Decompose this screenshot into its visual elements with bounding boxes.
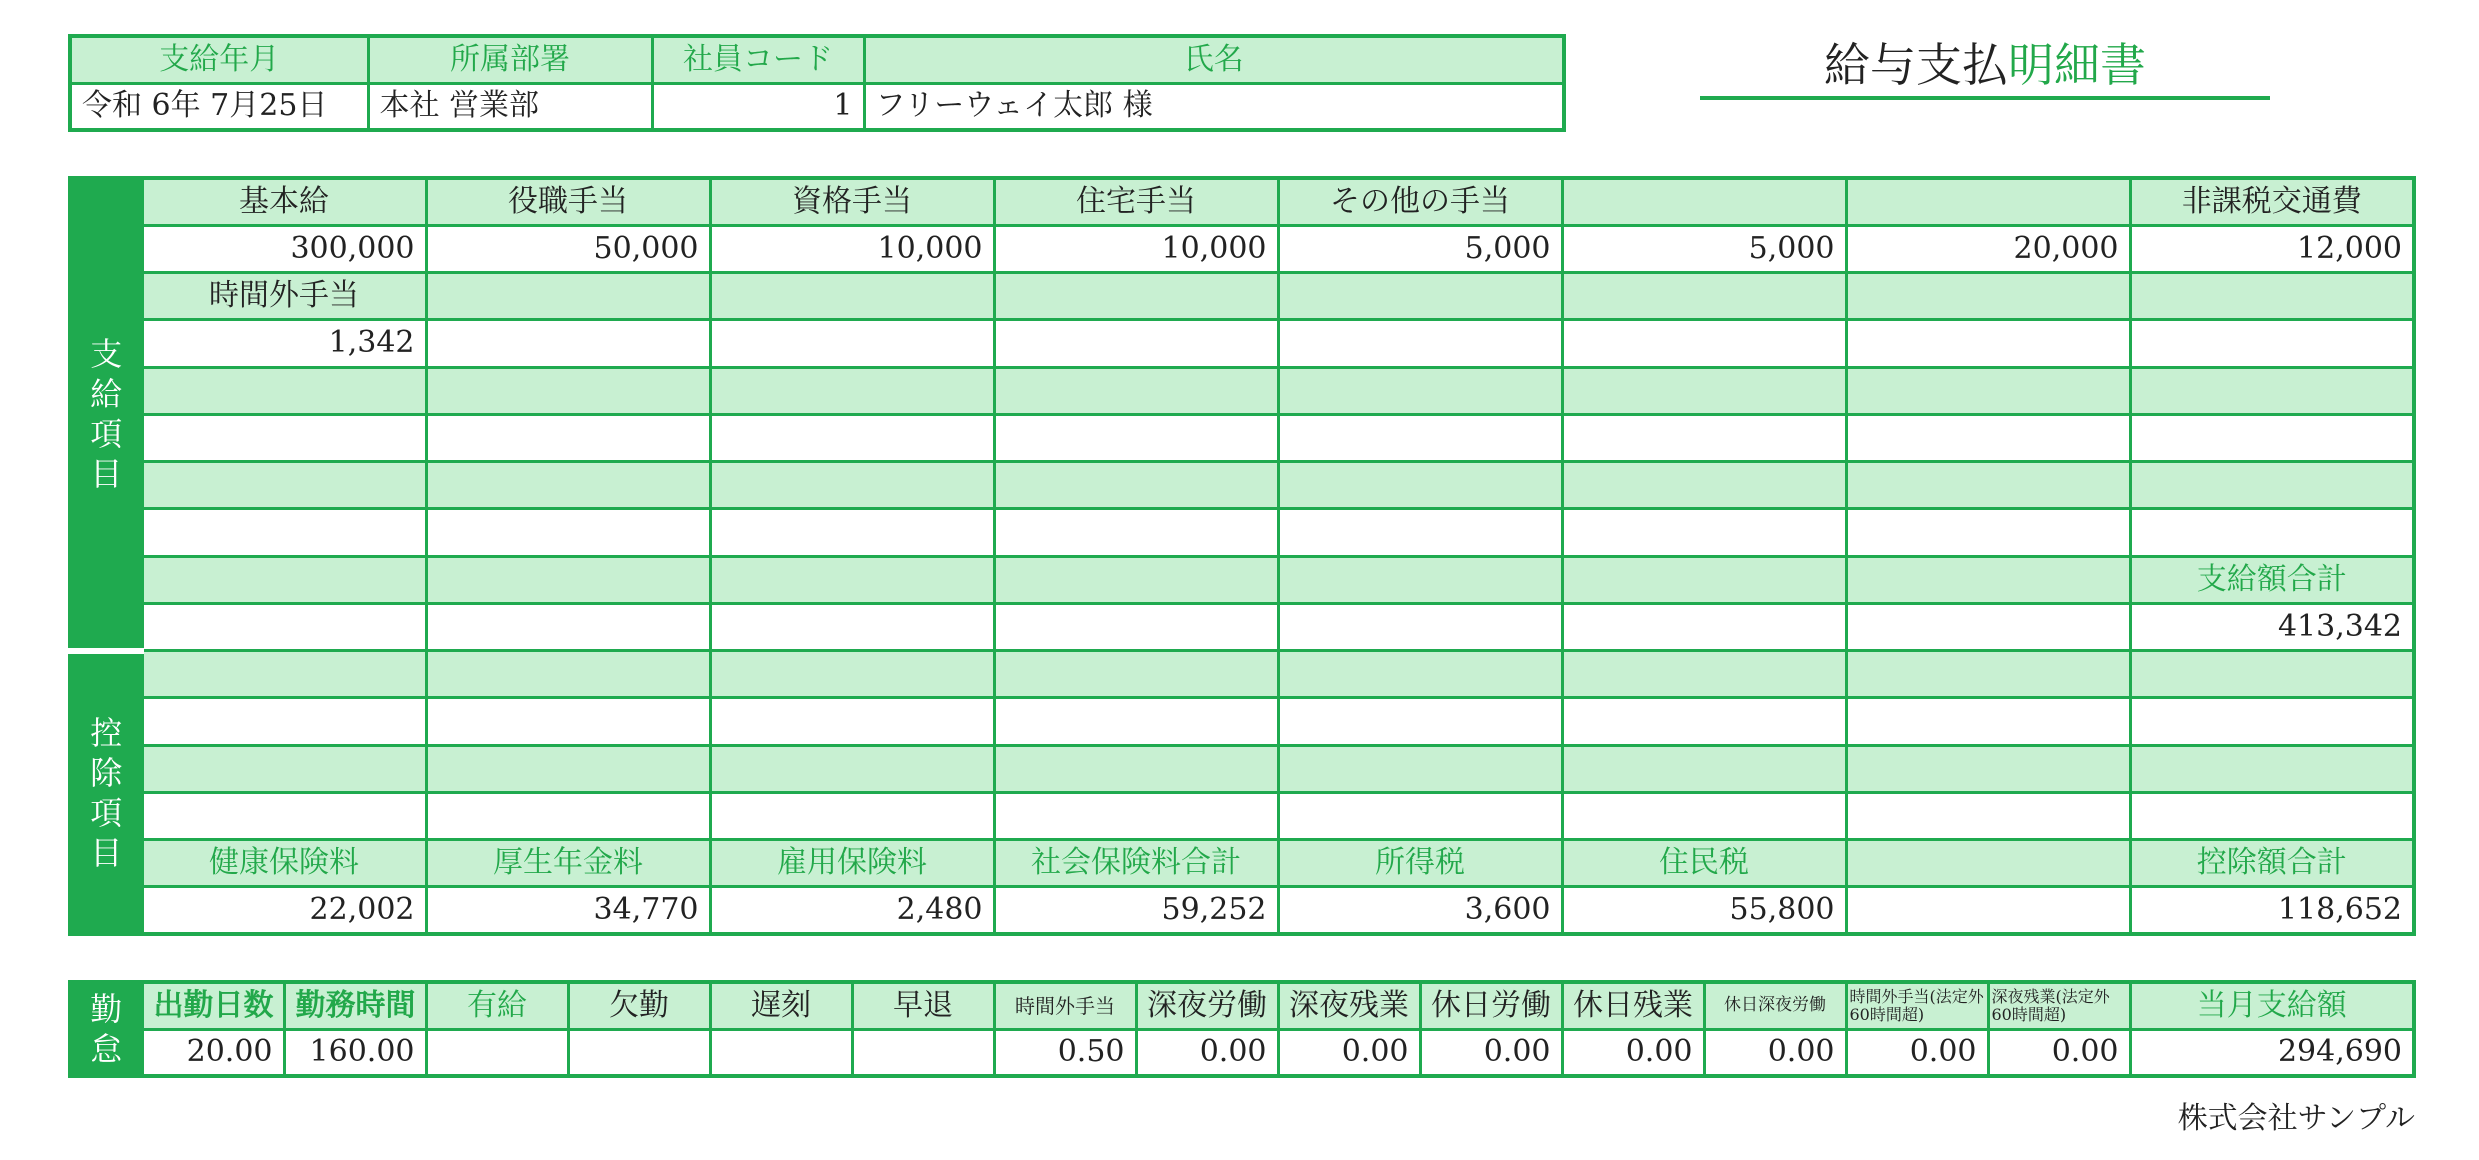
- pay-date-header: 支給年月: [70, 36, 368, 83]
- night-overtime-over60-value: 0.00: [1988, 1029, 2130, 1076]
- payment-label-7: [1846, 178, 2130, 225]
- position-allowance-label: 役職手当: [426, 178, 710, 225]
- pension-value: 34,770: [426, 887, 710, 934]
- employment-insurance-value: 2,480: [710, 887, 994, 934]
- work-days-value: 20.00: [142, 1029, 284, 1076]
- late-label: 遅刻: [710, 982, 852, 1029]
- absence-value: [568, 1029, 710, 1076]
- net-pay-value: 294,690: [2130, 1029, 2414, 1076]
- title-main: 給与支払: [1824, 38, 2008, 92]
- employee-info-table: [68, 34, 1566, 132]
- department-header: 所属部署: [368, 36, 652, 83]
- resident-tax-label: 住民税: [1562, 840, 1846, 887]
- night-overtime-value: 0.00: [1278, 1029, 1420, 1076]
- position-allowance-value: 50,000: [426, 225, 710, 272]
- holiday-work-value: 0.00: [1420, 1029, 1562, 1076]
- paid-leave-label: 有給: [426, 982, 568, 1029]
- payment-section-label: 支給項目: [70, 178, 142, 651]
- paid-leave-value: [426, 1029, 568, 1076]
- holiday-night-work-value: 0.00: [1704, 1029, 1846, 1076]
- total-payment-label: 支給額合計: [2130, 556, 2414, 603]
- holiday-night-work-label: 休日深夜労働: [1704, 982, 1846, 1029]
- health-insurance-label: 健康保険料: [142, 840, 426, 887]
- deduction-value-7: [1846, 887, 2130, 934]
- attendance-table: [68, 980, 2416, 1078]
- employee-name-value: フリーウェイ太郎 様: [864, 83, 1564, 130]
- net-pay-label: 当月支給額: [2130, 982, 2414, 1029]
- overtime-over60-value: 0.00: [1846, 1029, 1988, 1076]
- absence-label: 欠勤: [568, 982, 710, 1029]
- overtime-allowance-value: 1,342: [142, 320, 426, 367]
- overtime-over60-label: 時間外手当(法定外60時間超): [1846, 982, 1988, 1029]
- holiday-overtime-label: 休日残業: [1562, 982, 1704, 1029]
- holiday-overtime-value: 0.00: [1562, 1029, 1704, 1076]
- overtime-hours-value: 0.50: [994, 1029, 1136, 1076]
- pension-label: 厚生年金料: [426, 840, 710, 887]
- social-insurance-total-label: 社会保険料合計: [994, 840, 1278, 887]
- housing-allowance-label: 住宅手当: [994, 178, 1278, 225]
- qualification-allowance-value: 10,000: [710, 225, 994, 272]
- commute-allowance-label: 非課税交通費: [2130, 178, 2414, 225]
- other-allowance-label: その他の手当: [1278, 178, 1562, 225]
- health-insurance-value: 22,002: [142, 887, 426, 934]
- work-hours-value: 160.00: [284, 1029, 426, 1076]
- qualification-allowance-label: 資格手当: [710, 178, 994, 225]
- title-accent: 明細書: [2008, 38, 2146, 92]
- commute-allowance-value: 12,000: [2130, 225, 2414, 272]
- overtime-hours-label: 時間外手当: [994, 982, 1136, 1029]
- night-work-label: 深夜労働: [1136, 982, 1278, 1029]
- overtime-allowance-label: 時間外手当: [142, 273, 426, 320]
- basic-salary-label: 基本給: [142, 178, 426, 225]
- basic-salary-value: 300,000: [142, 225, 426, 272]
- employee-code-header: 社員コード: [652, 36, 864, 83]
- early-leave-label: 早退: [852, 982, 994, 1029]
- total-deduction-label: 控除額合計: [2130, 840, 2414, 887]
- pay-date-value: 令和 6年 7月25日: [70, 83, 368, 130]
- payslip-main-table: [68, 176, 2416, 936]
- early-leave-value: [852, 1029, 994, 1076]
- late-value: [710, 1029, 852, 1076]
- resident-tax-value: 55,800: [1562, 887, 1846, 934]
- document-title: [1700, 34, 2270, 100]
- deduction-label-7: [1846, 840, 2130, 887]
- holiday-work-label: 休日労働: [1420, 982, 1562, 1029]
- company-name: 株式会社サンプル: [2177, 1101, 2415, 1136]
- total-deduction-value: 118,652: [2130, 887, 2414, 934]
- income-tax-value: 3,600: [1278, 887, 1562, 934]
- other-allowance-value: 5,000: [1278, 225, 1562, 272]
- employee-code-value: 1: [652, 83, 864, 130]
- total-payment-value: 413,342: [2130, 603, 2414, 650]
- department-value: 本社 営業部: [368, 83, 652, 130]
- work-hours-label: 勤務時間: [284, 982, 426, 1029]
- night-work-value: 0.00: [1136, 1029, 1278, 1076]
- night-overtime-over60-label: 深夜残業(法定外60時間超): [1988, 982, 2130, 1029]
- housing-allowance-value: 10,000: [994, 225, 1278, 272]
- attendance-section-label: 勤怠: [70, 982, 142, 1076]
- employee-name-header: 氏名: [864, 36, 1564, 83]
- night-overtime-label: 深夜残業: [1278, 982, 1420, 1029]
- deduction-section-label: 控除項目: [70, 651, 142, 935]
- work-days-label: 出勤日数: [142, 982, 284, 1029]
- social-insurance-total-value: 59,252: [994, 887, 1278, 934]
- income-tax-label: 所得税: [1278, 840, 1562, 887]
- employment-insurance-label: 雇用保険料: [710, 840, 994, 887]
- payment-value-6: 5,000: [1562, 225, 1846, 272]
- payment-label-6: [1562, 178, 1846, 225]
- payment-value-7: 20,000: [1846, 225, 2130, 272]
